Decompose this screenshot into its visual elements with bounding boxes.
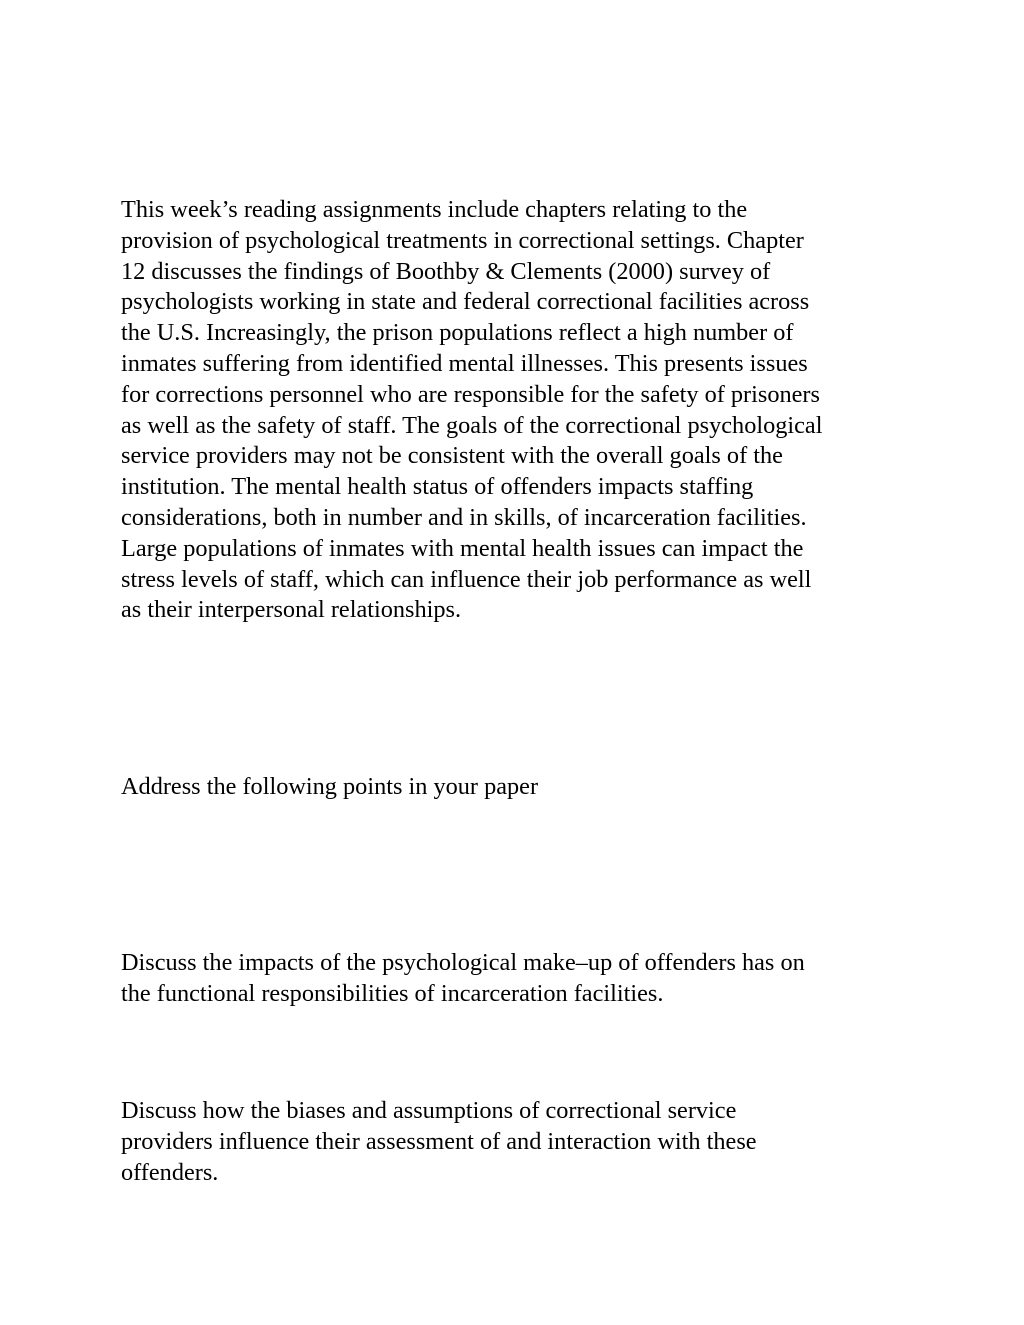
intro-paragraph: This week’s reading assignments include chapters relating to the provision of psychological treatments in correctional settings. Chapter 12 discusses the findings of Boothby & Clements (2000) survey of psychologists working in state and federal correctional facilities across the U.S. Increasingly, the prison populations reflect a high number of inmates suffering from identified mental illnesses. This presents issues for corrections personnel who are responsible for the safety of prisoners as well as the safety of staff. The goals of the correctional psychological service providers may not be consistent with the overall goals of the institution. The mental health status of offenders impacts staffing considerations, both in number and in skills, of incarceration facilities. Large populations of inmates with mental health issues can impact the stress levels of staff, which can influence their job performance as well as their interpersonal relationships. <box>121 196 823 624</box>
discussion-point-2: Discuss how the biases and assumptions of correctional service providers influence their assessment of and interaction with these offenders. <box>121 1097 757 1186</box>
discussion-point-1: Discuss the impacts of the psychological make–up of offenders has on the functional responsibilities of incarceration facilities. <box>121 949 805 1007</box>
instruction-paragraph: Address the following points in your paper <box>121 773 539 800</box>
